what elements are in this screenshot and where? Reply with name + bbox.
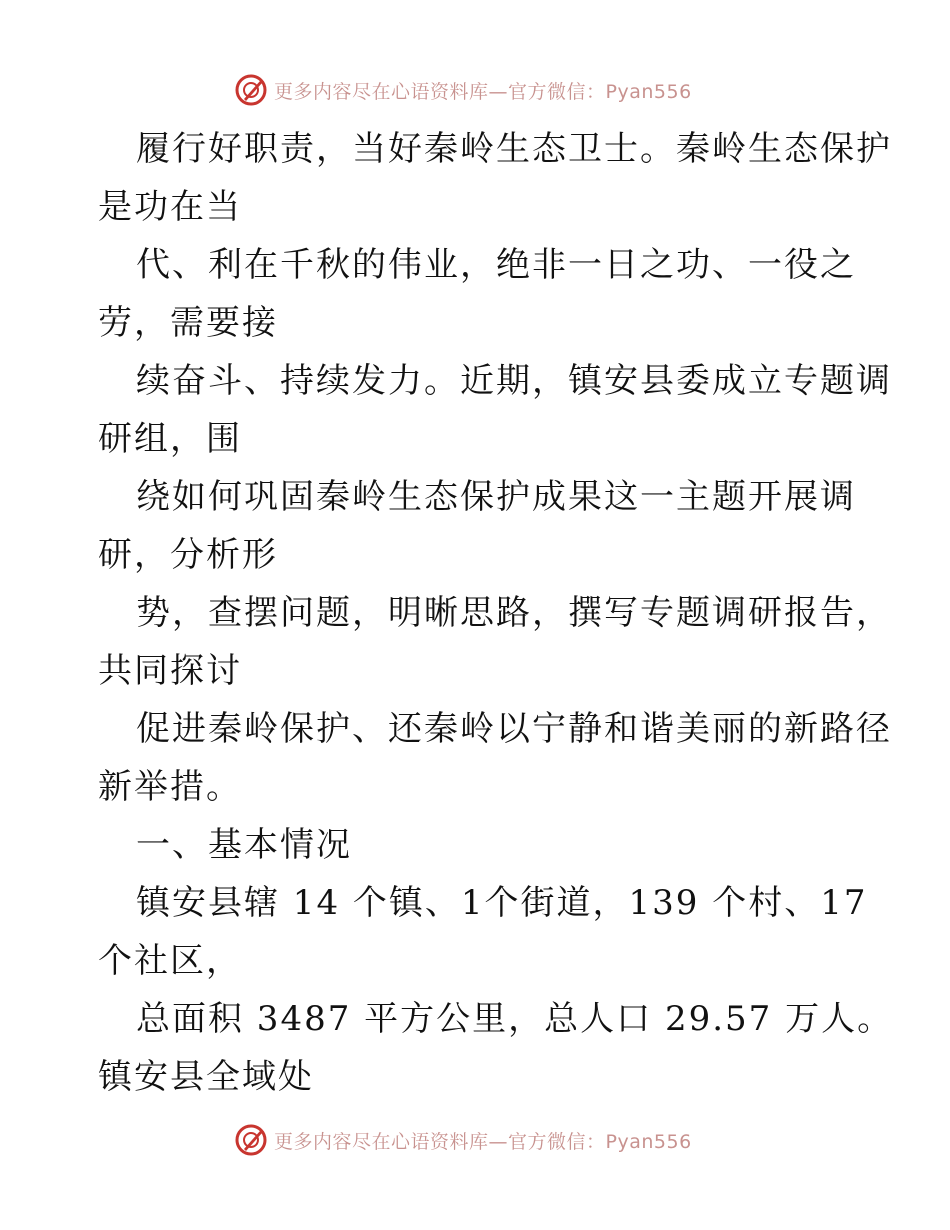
body-line: 是功在当 <box>98 187 242 227</box>
body-line: 绕如何巩固秦岭生态保护成果这一主题开展调 <box>136 477 856 517</box>
watermark-text: 更多内容尽在心语资料库—官方微信：Pyan556 <box>274 1130 692 1153</box>
body-line: 总面积 3487 平方公里，总人口 29.57 万人。 <box>136 999 894 1039</box>
section-heading: 一、基本情况 <box>136 825 352 865</box>
watermark-logo-icon <box>234 1123 268 1157</box>
header-watermark <box>234 72 692 108</box>
body-line: 个社区， <box>98 941 242 981</box>
body-line: 共同探讨 <box>98 651 242 691</box>
footer-watermark <box>234 1122 692 1158</box>
body-line: 代、利在千秋的伟业，绝非一日之功、一役之 <box>136 245 856 285</box>
watermark-logo-icon <box>234 73 268 107</box>
body-line: 续奋斗、持续发力。近期，镇安县委成立专题调 <box>136 361 892 401</box>
body-line: 镇安县辖 14 个镇、1个街道，139 个村、17 <box>136 883 868 923</box>
body-line: 研组，围 <box>98 419 242 459</box>
body-line: 镇安县全域处 <box>98 1057 314 1097</box>
body-line: 新举措。 <box>98 767 242 807</box>
body-line: 促进秦岭保护、还秦岭以宁静和谐美丽的新路径 <box>136 709 892 749</box>
body-line: 履行好职责，当好秦岭生态卫士。秦岭生态保护 <box>136 129 892 169</box>
body-line: 研，分析形 <box>98 535 278 575</box>
body-line: 劳，需要接 <box>98 303 278 343</box>
body-line: 势，查摆问题，明晰思路，撰写专题调研报告， <box>136 593 892 633</box>
watermark-text: 更多内容尽在心语资料库—官方微信：Pyan556 <box>274 80 692 103</box>
